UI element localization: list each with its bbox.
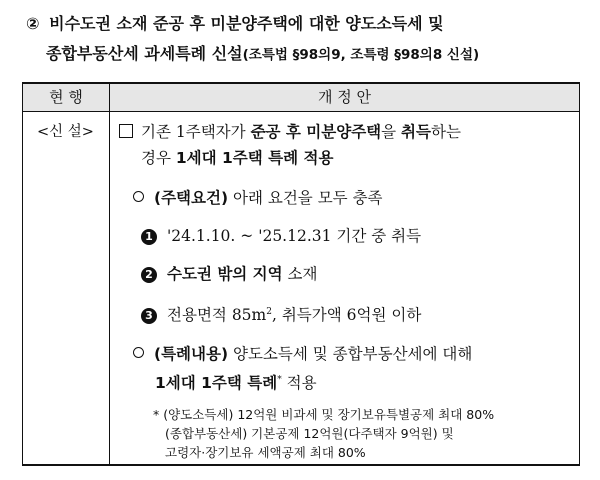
number-two-icon: 2: [141, 267, 157, 283]
special-line2-end: 적용: [281, 374, 317, 393]
requirement-item-2: [141, 264, 317, 284]
lead-line-1: [119, 122, 461, 142]
number-one-icon: 1: [141, 229, 157, 245]
section-title-line1: 비수도권 소재 준공 후 미분양주택에 대한 양도소득세 및: [49, 14, 444, 33]
current-cell-text: <신 설>: [37, 124, 94, 140]
column-divider: [109, 84, 110, 464]
lead-text-c: 을: [381, 123, 402, 141]
section-title-line2: 종합부동산세 과세특례 신설: [46, 44, 243, 63]
special-label: (특례내용): [154, 345, 229, 363]
item-2-text-a: 수도권 밖의 지역: [167, 265, 283, 283]
lead-text-g: 1세대 1주택 특례 적용: [175, 149, 334, 167]
item-2-text-b: 소재: [282, 265, 318, 283]
special-provision-line-1: [133, 344, 472, 364]
lead-text-e: 하는: [431, 123, 461, 141]
item-3-superscript: 2: [266, 307, 272, 317]
requirement-text: 아래 요건을 모두 충족: [228, 189, 383, 207]
item-3-text-b: , 취득가액 6억원 이하: [271, 306, 422, 325]
header-proposed: 개 정 안: [317, 88, 371, 106]
special-provision-line-2: [155, 370, 317, 393]
comparison-table: [22, 82, 580, 466]
lead-line-2: [141, 148, 333, 168]
footnote-line-1: * (양도소득세) 12억원 비과세 및 장기보유특별공제 최대 80%: [153, 407, 495, 422]
item-3-text-a: 전용면적 85m: [167, 306, 267, 325]
hollow-circle-bullet-icon: [133, 191, 144, 202]
number-three-icon: 3: [141, 308, 157, 324]
header-current: 현 행: [49, 88, 83, 106]
checkbox-square-icon: [119, 124, 133, 138]
lead-text-d: 취득: [401, 123, 431, 141]
requirement-item-3: [141, 302, 421, 325]
item-1-text: '24.1.10. ~ '25.12.31 기간 중 취득: [167, 227, 422, 245]
lead-text-a: 기존 1주택자가: [141, 123, 251, 141]
section-heading-line1: [26, 14, 600, 34]
section-number-marker: ②: [26, 14, 40, 33]
section-heading-line2: [46, 44, 600, 65]
lead-text-b: 준공 후 미분양주택: [250, 123, 382, 141]
footnote-line-3: 고령자·장기보유 세액공제 최대 80%: [165, 445, 366, 460]
special-text: 양도소득세 및 종합부동산세에 대해: [228, 345, 473, 363]
requirement-item-1: [141, 226, 421, 246]
lead-text-f: 경우: [141, 149, 176, 167]
housing-requirement-line: [133, 188, 383, 208]
requirement-label: (주택요건): [154, 189, 229, 207]
table-header-row: [23, 84, 579, 112]
hollow-circle-bullet-icon: [133, 347, 144, 358]
footnote-line-2: (종합부동산세) 기본공제 12억원(다주택자 9억원) 및: [165, 426, 454, 441]
special-line2-bold: 1세대 1주택 특례: [155, 374, 278, 393]
legal-reference: (조특법 §98의9, 조특령 §98의8 신설): [242, 47, 480, 63]
footnote-star: *: [277, 375, 282, 385]
